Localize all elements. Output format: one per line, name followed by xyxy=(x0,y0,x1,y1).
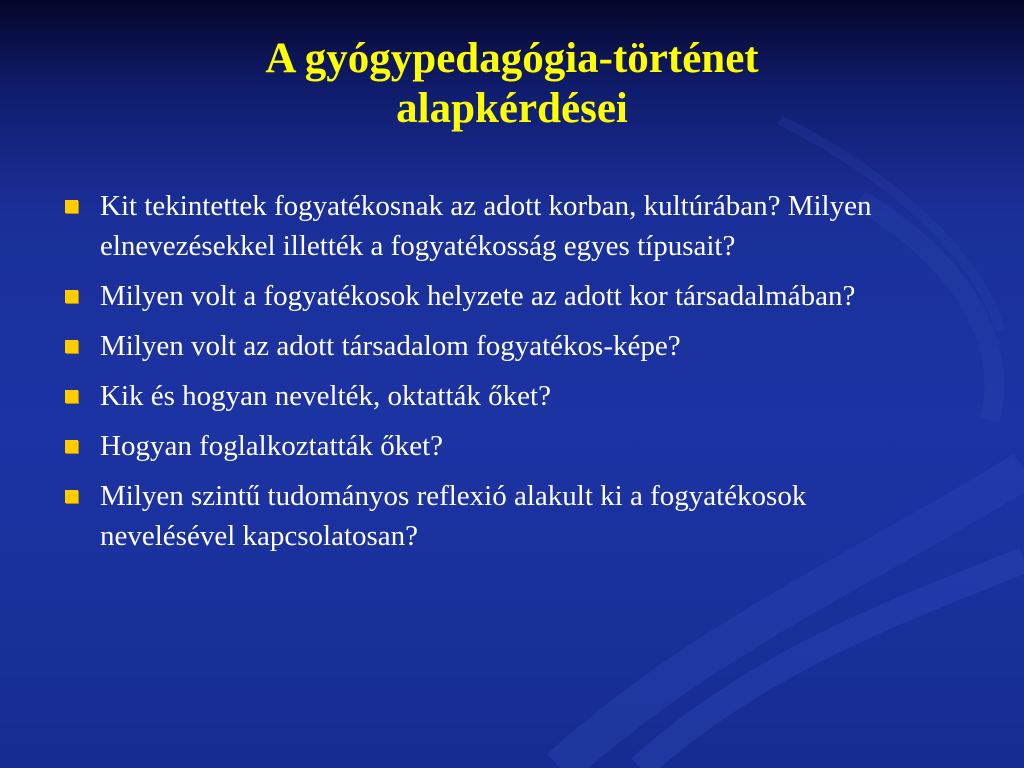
bullet-list xyxy=(62,186,942,566)
bullet-text: Kit tekintettek fogyatékosnak az adott korban, kultúrában? Milyen elnevezésekkel illették a fogyatékosság egyes típusait? xyxy=(100,190,872,262)
bullet-item xyxy=(62,326,942,366)
bullet-text: Milyen volt a fogyatékosok helyzete az adott kor társadalmában? xyxy=(100,280,856,312)
bullet-item xyxy=(62,476,942,556)
square-bullet-icon xyxy=(65,390,78,403)
square-bullet-icon xyxy=(65,340,78,353)
bullet-text: Milyen volt az adott társadalom fogyatékos-képe? xyxy=(100,330,681,362)
square-bullet-icon xyxy=(65,490,78,503)
bullet-item xyxy=(62,376,942,416)
bullet-text: Hogyan foglalkoztatták őket? xyxy=(100,430,444,462)
slide-title-line-2: alapkérdései xyxy=(396,85,628,132)
slide-title-line-1: A gyógypedagógia-történet xyxy=(265,35,759,82)
square-bullet-icon xyxy=(65,200,78,213)
bullet-item xyxy=(62,276,942,316)
bullet-item xyxy=(62,426,942,466)
bullet-text: Kik és hogyan nevelték, oktatták őket? xyxy=(100,380,551,412)
bullet-text: Milyen szintű tudományos reflexió alakult ki a fogyatékosok nevelésével kapcsolatosan? xyxy=(100,480,807,552)
square-bullet-icon xyxy=(65,290,78,303)
slide-title xyxy=(60,34,964,134)
bullet-item xyxy=(62,186,942,266)
square-bullet-icon xyxy=(65,440,78,453)
